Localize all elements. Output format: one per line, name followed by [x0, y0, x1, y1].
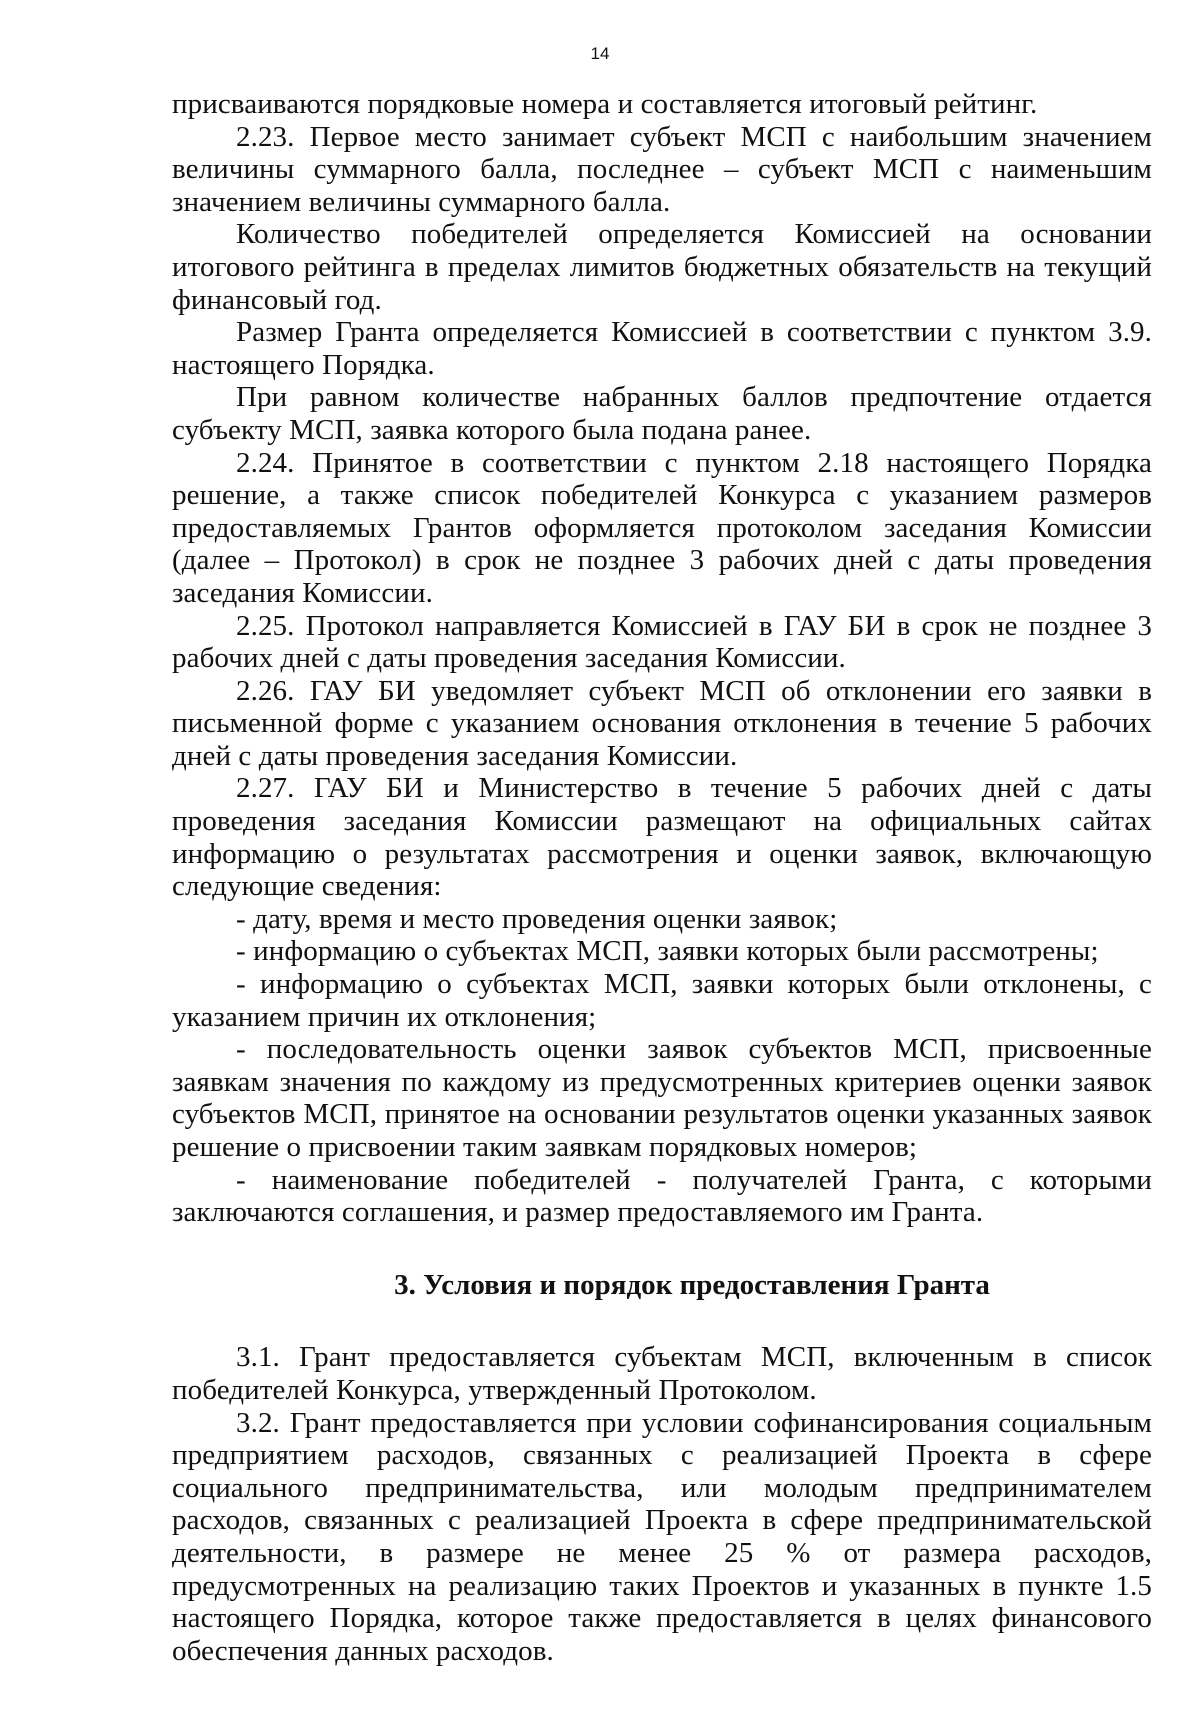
list-item: - последовательность оценки заявок субъектов МСП, присвоенные заявкам значения по каждому из предусмотренных критериев оценки заявок субъектов МСП, принятое на основании результатов оценки указанных заявок решение о присвоении таким заявкам порядковых номеров; — [172, 1033, 1152, 1163]
paragraph: 2.24. Принятое в соответствии с пунктом 2.18 настоящего Порядка решение, а также список победителей Конкурса с указанием размеров предоставляемых Грантов оформляется протоколом заседания Комиссии (далее – Протокол) в срок не позднее 3 рабочих дней с даты проведения заседания Комиссии. — [172, 446, 1152, 609]
paragraph: 2.26. ГАУ БИ уведомляет субъект МСП об отклонении его заявки в письменной форме с указанием основания отклонения в течение 5 рабочих дней с даты проведения заседания Комиссии. — [172, 674, 1152, 772]
document-body — [172, 88, 1152, 1667]
page-number: 14 — [590, 44, 610, 63]
paragraph: При равном количестве набранных баллов предпочтение отдается субъекту МСП, заявка которого была подана ранее. — [172, 381, 1152, 446]
paragraph: 3.1. Грант предоставляется субъектам МСП, включенным в список победителей Конкурса, утвержденный Протоколом. — [172, 1341, 1152, 1406]
paragraph: 2.25. Протокол направляется Комиссией в ГАУ БИ в срок не позднее 3 рабочих дней с даты проведения заседания Комиссии. — [172, 609, 1152, 675]
list-item: - дату, время и место проведения оценки заявок; — [236, 902, 838, 935]
paragraph: 3.2. Грант предоставляется при условии софинансирования социальным предприятием расходов, связанных с реализацией Проекта в сфере социального предпринимательства, или молодым предпринимателем расходов, связанных с реализацией Проекта в сфере предпринимательской деятельности, в размере не менее 25 % от размера расходов, предусмотренных на реализацию таких Проектов и указанных в пункте 1.5 настоящего Порядка, которое также предоставляется в целях финансового обеспечения данных расходов. — [172, 1406, 1152, 1667]
list-item: - наименование победителей - получателей Гранта, с которыми заключаются соглашения, и размер предоставляемого им Гранта. — [172, 1163, 1152, 1229]
paragraphs-after-heading — [172, 1341, 1152, 1667]
paragraph: 2.27. ГАУ БИ и Министерство в течение 5 рабочих дней с даты проведения заседания Комиссии размещают на официальных сайтах информацию о результатах рассмотрения и оценки заявок, включающую следующие сведения: — [172, 772, 1152, 903]
paragraphs-before-heading — [172, 88, 1152, 1229]
paragraph: Размер Гранта определяется Комиссией в соответствии с пунктом 3.9. настоящего Порядка. — [172, 316, 1152, 381]
list-item: - информацию о субъектах МСП, заявки которых были отклонены, с указанием причин их отклонения; — [172, 968, 1152, 1033]
paragraph: присваиваются порядковые номера и составляется итоговый рейтинг. — [172, 88, 1038, 120]
paragraph: Количество победителей определяется Комиссией на основании итогового рейтинга в пределах лимитов бюджетных обязательств на текущий финансовый год. — [172, 218, 1152, 316]
section-heading: 3. Условия и порядок предоставления Гранта — [394, 1268, 990, 1301]
paragraph: 2.23. Первое место занимает субъект МСП с наибольшим значением величины суммарного балла, последнее – субъект МСП с наименьшим значением величины суммарного балла. — [172, 120, 1152, 218]
list-item: - информацию о субъектах МСП, заявки которых были рассмотрены; — [236, 935, 1099, 968]
